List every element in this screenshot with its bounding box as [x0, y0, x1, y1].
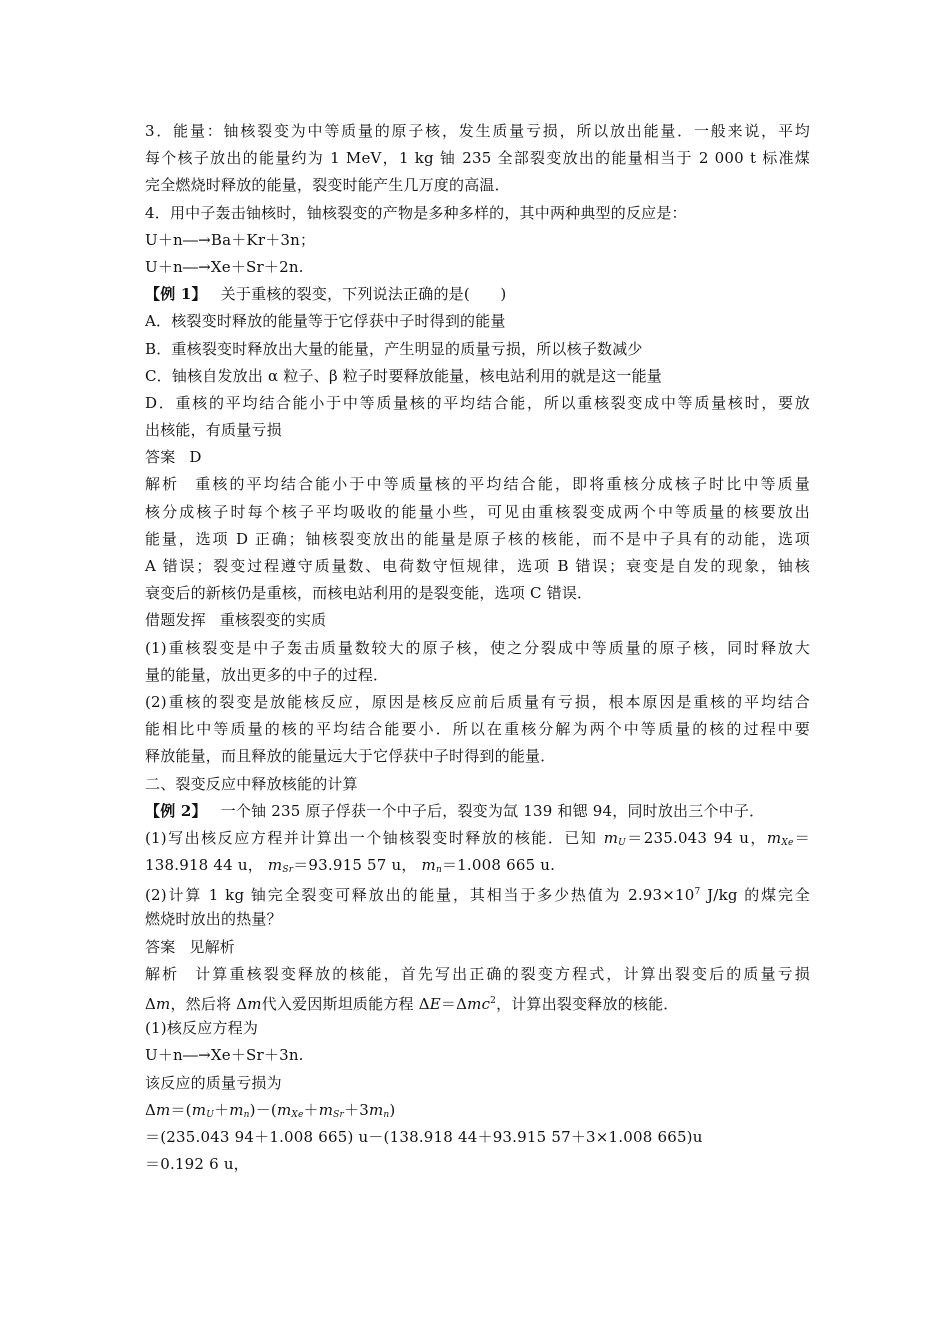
example2-q2-line2: 燃烧时放出的热量？ — [145, 910, 282, 929]
insight-p1-line1: (1)重核裂变是中子轰击质量数较大的原子核，使之分裂成中等质量的原子核，同时释放大 — [145, 638, 810, 657]
example2-analysis-line1 — [145, 961, 810, 988]
subscript-xe: Xe — [291, 1109, 304, 1120]
analysis-text: ＝Δ — [440, 995, 468, 1013]
example2-analysis-text1: 计算重核裂变释放的核能，首先写出正确的裂变方程式，计算出裂变后的质量亏损 — [193, 964, 810, 983]
answer-label: 答案 — [145, 448, 176, 467]
insight-p2-line3: 释放能量，而且释放的能量远大于它俘获中子时得到的能量． — [145, 747, 556, 766]
mass-loss-result: ＝0.192 6 u， — [145, 1155, 249, 1174]
example1-question-line — [145, 281, 810, 308]
example1-tag: 【例 1】 — [145, 285, 207, 304]
formula-text: )－( — [249, 1100, 277, 1119]
insight-label: 借题发挥 — [145, 611, 206, 630]
example2-q2-line1 — [145, 879, 810, 906]
mass-symbol: m — [229, 1100, 244, 1119]
mass-symbol: m — [368, 1100, 384, 1119]
plus-sign: ＋ — [303, 1100, 319, 1119]
plus-sign: ＋ — [213, 1100, 230, 1119]
example1-analysis-line1 — [145, 471, 810, 498]
section2-heading: 二、裂变反应中释放核能的计算 — [145, 774, 358, 793]
insight-p2-line2: 能相比中等质量的核的平均结合能要小．所以在重核分解为两个中等质量的核的过程中要 — [145, 720, 810, 739]
subscript-n: n — [243, 1109, 250, 1120]
example2-q2-text: (2)计算 1 kg 铀完全裂变可释放出的能量，其相当于多少热值为 2.93×10 — [145, 886, 695, 905]
example2-q1-line2 — [145, 852, 810, 879]
mass-symbol: m — [318, 1100, 334, 1119]
reaction-equation-1: U＋n―→Ba＋Kr＋3n； — [145, 230, 316, 249]
example2-step1-label: (1)核反应方程为 — [145, 1019, 259, 1038]
insight-p2-line1: (2)重核的裂变是放能核反应，原因是核反应前后质量有亏损，根本原因是重核的平均结合 — [145, 692, 810, 711]
para3-line1: 3．能量：铀核裂变为中等质量的原子核，发生质量亏损，所以放出能量．一般来说，平均 — [145, 122, 810, 140]
mass-xe-value: 138.918 44 u， — [145, 856, 263, 875]
delta-symbol: Δ — [145, 995, 157, 1013]
example1-analysis-text1: 重核的平均结合能小于中等质量核的平均结合能，即将重核分成核子时比中等质量 — [193, 475, 810, 494]
example1-answer: D — [189, 448, 202, 467]
example1-option-d-line1: D．重核的平均结合能小于中等质量核的平均结合能，所以重核裂变成中等质量核时，要放 — [145, 393, 810, 412]
insight-p1-line2: 量的能量，放出更多的中子的过程． — [145, 665, 389, 684]
example2-q2-unit: J/kg 的煤完全 — [700, 886, 811, 905]
subscript-u: U — [206, 1109, 214, 1120]
example1-analysis-line2: 核分成核子时每个核子平均吸收的能量小些，可见由重核裂变成两个中等质量的核要放出 — [145, 502, 810, 521]
mass-symbol: m — [603, 828, 619, 847]
mass-symbol: m — [156, 995, 171, 1013]
example1-question: 关于重核的裂变，下列说法正确的是( ) — [220, 285, 507, 304]
equals-sign: ＝ — [793, 828, 810, 847]
example1-analysis-line5: 衰变后的新核仍是重核，而核电站利用的是裂变能，选项 C 错误． — [145, 584, 593, 603]
analysis-label: 解析 — [145, 964, 180, 983]
example2-reaction-equation: U＋n―→Xe＋Sr＋3n. — [145, 1046, 304, 1065]
example1-option-d-line2: 出核能，有质量亏损 — [145, 421, 282, 440]
subscript-n: n — [383, 1109, 390, 1120]
para3-line3: 完全燃烧时释放的能量，裂变时能产生几万度的高温． — [145, 176, 510, 195]
subscript-n: n — [435, 865, 442, 876]
mass-symbol: m — [156, 1100, 171, 1119]
subscript-sr: Sr — [333, 1109, 345, 1120]
reaction-equation-2: U＋n―→Xe＋Sr＋2n. — [145, 257, 304, 276]
energy-symbol: E — [429, 995, 441, 1013]
example1-option-a: A．核裂变时释放的能量等于它俘获中子时得到的能量 — [145, 312, 506, 331]
subscript-xe: Xe — [781, 837, 794, 848]
mc-symbol: mc — [467, 995, 491, 1013]
analysis-text: ，计算出裂变释放的核能． — [496, 995, 679, 1013]
mass-loss-formula — [145, 1097, 810, 1124]
example2-mass-loss-label: 该反应的质量亏损为 — [145, 1073, 282, 1092]
mass-n-value: ＝1.008 665 u. — [441, 856, 556, 875]
formula-text: ＝( — [170, 1100, 192, 1119]
example1-analysis-line3: 能量，选项 D 正确；铀核裂变放出的能量是原子核的核能，而不是中子具有的动能，选项 — [145, 529, 810, 548]
example2-q1-text: (1)写出核反应方程并计算出一个铀核裂变时释放的核能．已知 — [145, 828, 604, 847]
document-body — [145, 118, 810, 1178]
example1-analysis-line4: A 错误；裂变过程遵守质量数、电荷数守恒规律，选项 B 错误；衰变是自发的现象，铀核 — [145, 557, 810, 575]
analysis-text: ，然后将 Δ — [170, 995, 248, 1013]
exponent-2: 2 — [490, 996, 497, 1006]
example1-option-b: B．重核裂变时释放出大量的能量，产生明显的质量亏损，所以核子数减少 — [145, 339, 643, 358]
subscript-u: U — [618, 837, 626, 848]
example1-option-c: C．铀核自发放出 α 粒子、β 粒子时要释放能量，核电站利用的就是这一能量 — [145, 366, 662, 385]
example2-intro-line — [145, 798, 810, 825]
example2-q1-line1 — [145, 825, 810, 852]
mass-sr-value: ＝93.915 57 u， — [293, 856, 417, 875]
delta-symbol: Δ — [145, 1100, 157, 1119]
insight-heading — [145, 607, 810, 634]
mass-symbol: m — [267, 856, 283, 875]
example1-answer-line — [145, 444, 810, 471]
mass-symbol: m — [247, 995, 262, 1013]
mass-u-value: ＝235.043 94 u， — [625, 828, 767, 847]
mass-loss-calculation: ＝(235.043 94＋1.008 665) u－(138.918 44＋93.915 57＋3×1.008 665)u — [145, 1127, 703, 1146]
example2-intro: 一个铀 235 原子俘获一个中子后，裂变为氙 139 和锶 94，同时放出三个中子． — [220, 801, 765, 820]
mass-symbol: m — [421, 856, 436, 875]
analysis-text: 代入爱因斯坦质能方程 Δ — [261, 995, 430, 1013]
subscript-sr: Sr — [282, 865, 294, 876]
exponent-7: 7 — [694, 887, 701, 898]
mass-symbol: m — [766, 828, 782, 847]
example2-tag: 【例 2】 — [145, 801, 207, 820]
example2-answer: 见解析 — [189, 937, 236, 956]
formula-text: ) — [389, 1100, 396, 1119]
para3-line2: 每个核子放出的能量约为 1 MeV，1 kg 铀 235 全部裂变放出的能量相当于 2 000 t 标准煤 — [145, 149, 810, 168]
analysis-label: 解析 — [145, 475, 180, 494]
example2-answer-line — [145, 934, 810, 961]
para4-line1: 4．用中子轰击铀核时，铀核裂变的产物是多种多样的，其中两种典型的反应是： — [145, 203, 687, 222]
formula-text: ＋3 — [344, 1100, 369, 1119]
insight-title: 重核裂变的实质 — [219, 611, 327, 630]
mass-symbol: m — [191, 1100, 207, 1119]
example2-analysis-line2 — [145, 988, 810, 1015]
mass-symbol: m — [276, 1100, 292, 1119]
answer-label: 答案 — [145, 937, 176, 956]
